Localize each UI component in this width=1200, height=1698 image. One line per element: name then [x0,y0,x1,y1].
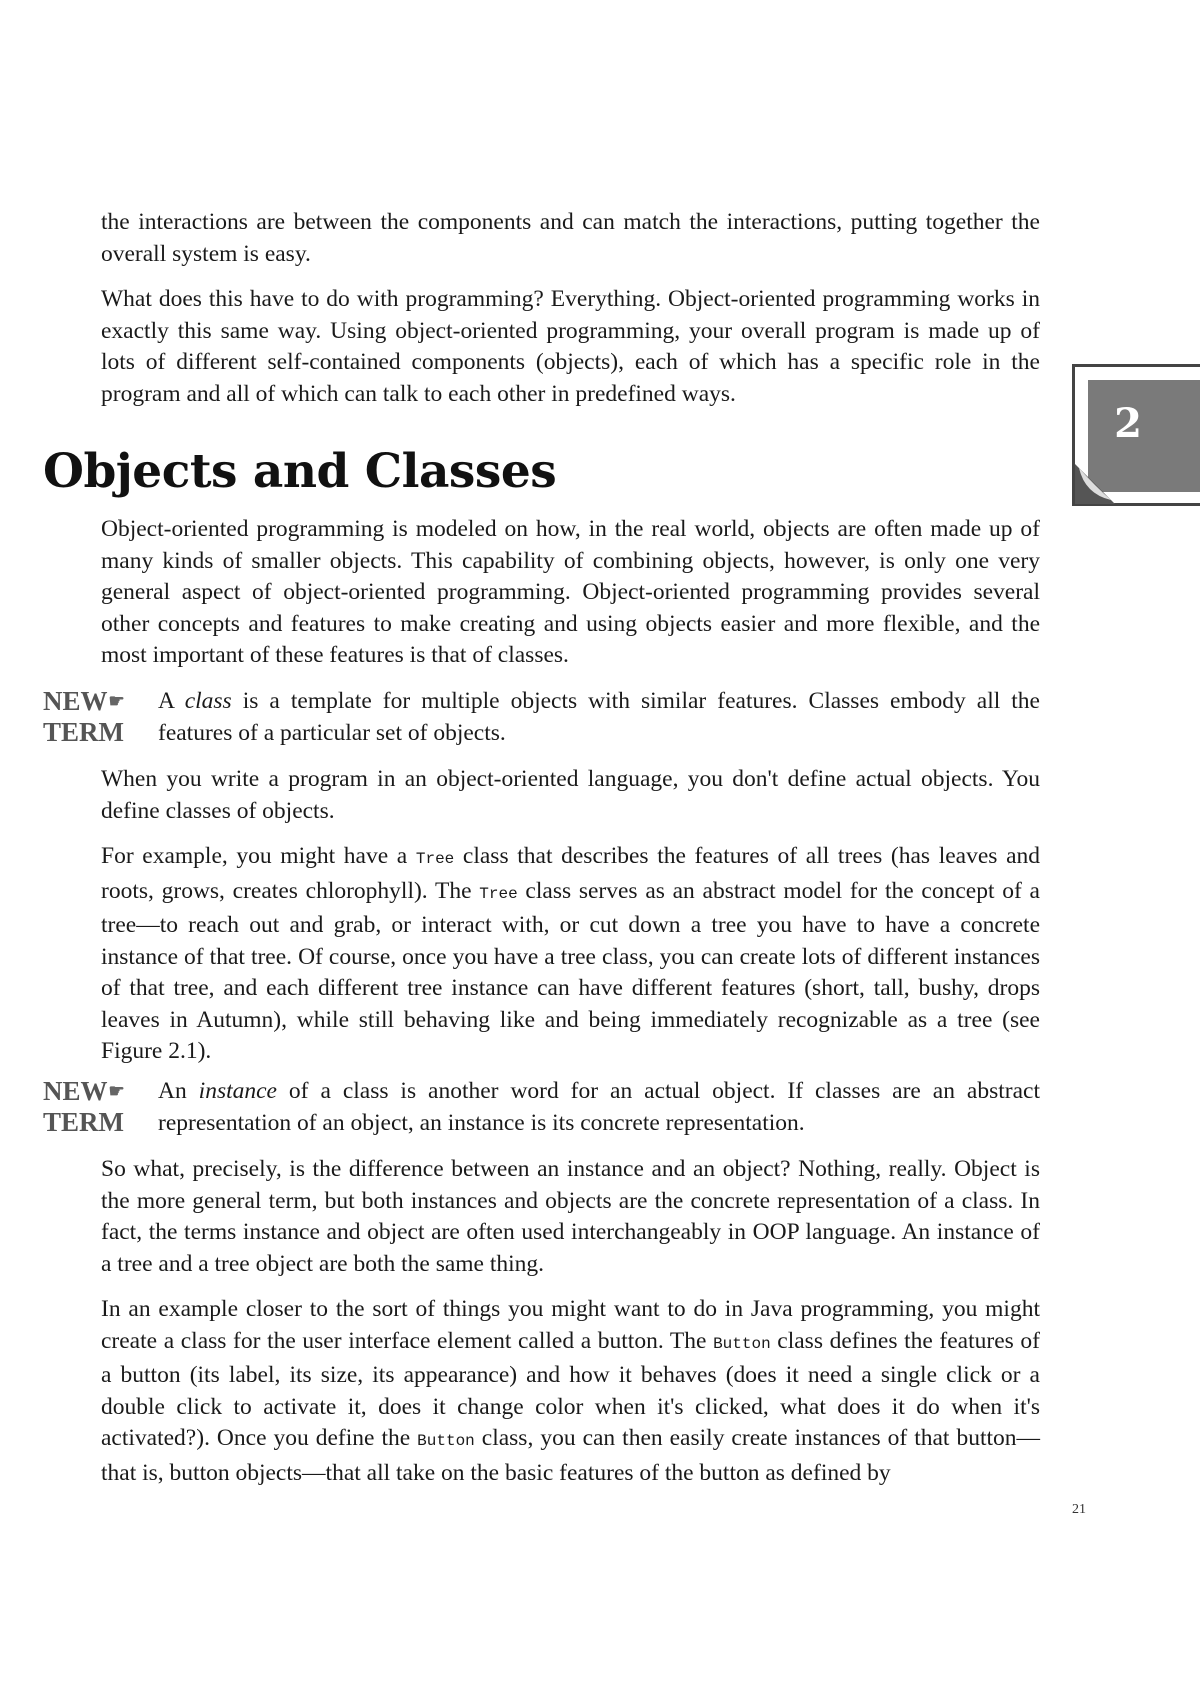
paragraph-3-block [101,514,1040,672]
new-term-definition [158,686,1040,749]
p7-text-a: In an example closer to the sort of things you might want to do in Java programming, you might create a class for the user interface element called a button. The [101,1296,1040,1354]
new-term-label-2 [43,1076,153,1138]
page-number: 21 [1072,1502,1086,1517]
new-term-line2: TERM [43,717,124,747]
code-tree-1: Tree [415,850,455,868]
pointing-hand-icon: ☛ [108,1081,125,1101]
pointing-hand-icon: ☛ [108,691,125,711]
paragraph-7 [101,1294,1040,1489]
p7-text-c: class, you can then easily create instances of that button—that is, button objects—that all take on the basic features of the button as defined by [101,1425,1040,1486]
paragraph-5 [101,841,1040,1068]
paragraph-5-block [101,841,1040,1068]
paragraph-4-block [101,764,1040,827]
chapter-number: 2 [1114,400,1142,447]
p7-text-b: class defines the features of a button (its label, its size, its appearance) and how it behaves (does it need a single click or a double click to activate it, does it change color when it's clicked, what does it do when it's activated?). Once you define the [101,1327,1040,1451]
term1-word: class [184,688,232,714]
code-tree-2: Tree [479,884,518,903]
paragraph-6-block [101,1154,1040,1280]
paragraph-3: Object-oriented programming is modeled on how, in the real world, objects are often made up of many kinds of smaller objects. This capability of combining objects, however, is only one very general aspect of object-oriented programming. Object-oriented programming provides several other concepts and features to make creating and using objects easier and more flexible, and the most important of these features is that of classes. [101,516,1040,668]
section-heading: Objects and Classes [43,444,557,499]
term1-body: is a template for multiple objects with similar features. Classes embody all the features of a particular set of objects. [158,688,1040,746]
paragraph-continued [101,207,1040,270]
paragraph-1: the interactions are between the components and can match the interactions, putting together the overall system is easy. [101,209,1040,267]
paragraph-6: So what, precisely, is the difference between an instance and an object? Nothing, really. Object is the more general term, but both instances and objects are the concrete representation of a class. In fact, the terms instance and object are often used interchangeably in OOP language. An instance of a tree and a tree object are both the same thing. [101,1156,1040,1277]
page-curl-icon [1075,464,1115,504]
new-term2-line2: TERM [43,1107,124,1137]
paragraph-4: When you write a program in an object-oriented language, you don't define actual objects. You define classes of objects. [101,766,1040,824]
code-button-1: Button [713,1334,771,1353]
term2-body: of a class is another word for an actual object. If classes are an abstract representation of an object, an instance is its concrete representation. [158,1078,1040,1136]
p5-text-b: class that describes the features of all trees (has leaves and roots, grows, creates chlorophyll). The [101,843,1040,904]
paragraph-2: What does this have to do with programming? Everything. Object-oriented programming works in exactly this same way. Using object-oriented programming, your overall program is made up of lots of different self-contained components (objects), each of which has a specific role in the program and all of which can talk to each other in predefined ways. [101,286,1040,407]
new-term-label [43,686,153,748]
new-term-definition-2 [158,1076,1040,1139]
code-button-2: Button [417,1432,475,1450]
paragraph-2-block [101,284,1040,410]
chapter-tab [1072,364,1200,506]
term2-word: instance [198,1078,277,1104]
new-term-line1: NEW [43,686,108,716]
p5-text-a: For example, you might have a [101,843,416,869]
paragraph-7-block [101,1294,1040,1489]
term2-prefix: An [158,1078,199,1104]
p5-text-c: class serves as an abstract model for the concept of a tree—to reach out and grab, or interact with, or cut down a tree you have to have a concrete instance of that tree. Of course, once you have a tree class, you can create lots of different instances of that tree, and each different tree instance can have different features (short, tall, bushy, drops leaves in Autumn), while still behaving like and being immediately recognizable as a tree (see Figure 2.1). [101,877,1040,1064]
new-term2-line1: NEW [43,1076,108,1106]
term1-prefix: A [158,688,185,714]
